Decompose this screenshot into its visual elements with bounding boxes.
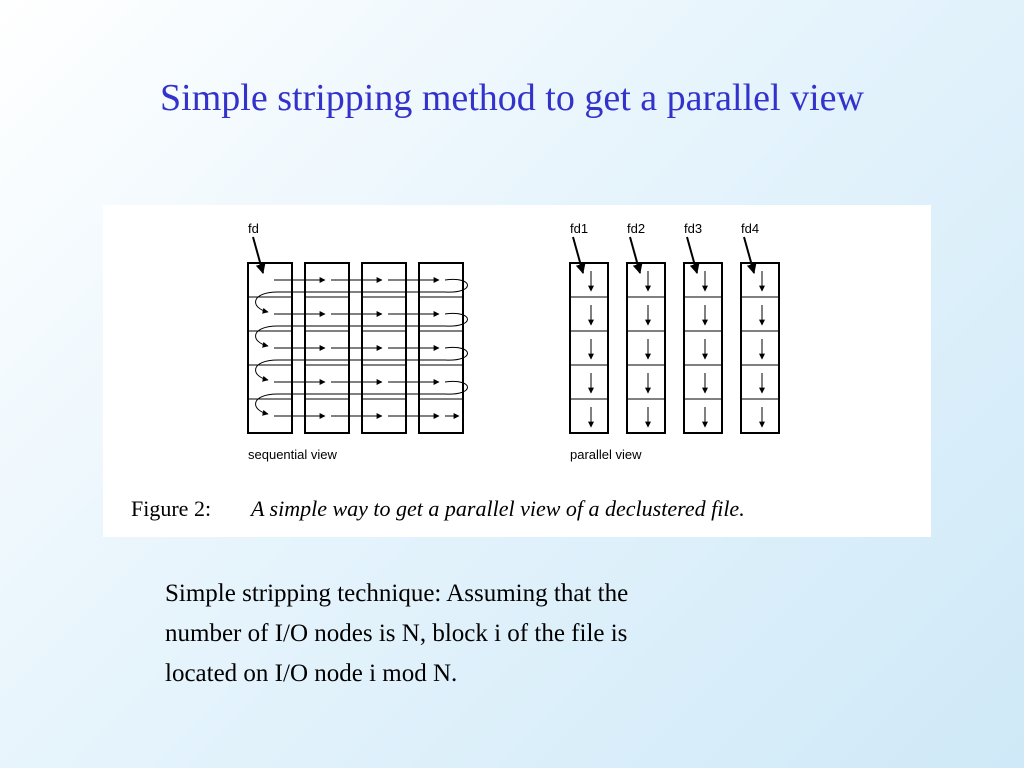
fd-pointer-arrow — [687, 237, 697, 273]
return-curve-left — [256, 360, 278, 380]
parallel-column — [684, 263, 722, 433]
parallel-column — [741, 263, 779, 433]
fd1-label: fd1 — [570, 221, 589, 236]
body-line-2: number of I/O nodes is N, block i of the file is — [165, 620, 628, 647]
parallel-view-diagram — [570, 237, 779, 433]
figure-caption-prefix: Figure 2: — [131, 496, 212, 521]
return-curve-right — [445, 313, 468, 326]
striping-diagram — [103, 205, 931, 537]
fd-pointer-arrow — [573, 237, 583, 273]
parallel-column — [570, 263, 608, 433]
return-curve-right — [445, 381, 468, 394]
fd2-label: fd2 — [627, 221, 646, 236]
sequential-view-caption: sequential view — [248, 447, 337, 462]
return-curve-left — [256, 326, 278, 346]
return-curve-left — [256, 394, 278, 414]
fd-label: fd — [248, 221, 259, 236]
return-curve-right — [445, 347, 468, 360]
fd4-label: fd4 — [741, 221, 760, 236]
fd-pointer-arrow — [630, 237, 640, 273]
body-line-1: Simple stripping technique: Assuming that the — [165, 580, 629, 607]
body-line-3: located on I/O node i mod N. — [165, 660, 458, 687]
slide-title: Simple stripping method to get a parallel view — [160, 77, 864, 119]
return-curve-left — [256, 292, 278, 312]
body-text — [165, 574, 825, 694]
figure-caption-text: A simple way to get a parallel view of a declustered file. — [251, 496, 745, 521]
parallel-column — [627, 263, 665, 433]
fd-pointer-arrow — [744, 237, 754, 273]
figure-image — [103, 205, 931, 537]
sequential-view-diagram — [248, 237, 468, 433]
return-curve-right — [445, 279, 468, 292]
fd-pointer-arrow — [253, 237, 263, 273]
parallel-view-caption: parallel view — [570, 447, 642, 462]
fd3-label: fd3 — [684, 221, 703, 236]
